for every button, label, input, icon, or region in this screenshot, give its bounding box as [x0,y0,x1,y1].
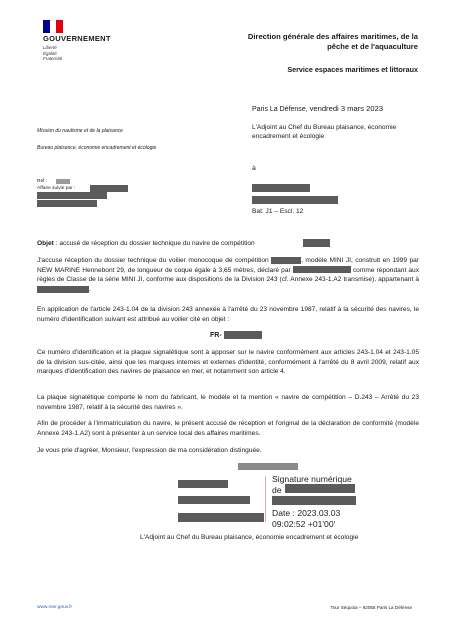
redacted-boat-name-subject [303,239,330,247]
republic-motto [43,45,62,62]
p1-part2: , modèle MINI JI, construit en 1999 par NEW MARINE Hennebont 29, de longueur de coque égale à 3,65 mètres, déclaré par [37,257,419,274]
french-flag-icon [43,20,63,33]
motto-fraternite: Fraternité [43,56,63,61]
redacted-followed-by [90,185,128,192]
digital-signature-de: de [272,484,282,495]
signer-title: L'Adjoint au Chef du Bureau plaisance, économie encadrement et écologie [140,534,359,541]
flag-red-stripe [56,20,63,33]
signature-time-line: 09:02:52 +01'00' [272,518,336,529]
sender-title: L'Adjoint au Chef du Bureau plaisance, économie encadrement et écologie [252,124,397,140]
direction-title: Direction générale des affaires maritimes, de la pêche et de l'aquaculture [247,32,418,51]
place-date-prefix: Paris La Défense, [252,106,310,113]
redacted-signature-name-3 [178,513,264,522]
signature-date-line: Date : 2023.03.03 [272,508,341,518]
recipient-building: Bat. J1 – Escl. 12 [252,208,304,215]
paragraph-2: En application de l'article 243-1.04 de la division 243 annexée à l'arrêté du 23 novembre 1987, relatif à la sécurité des navires, le numéro d'identification suivant est attribué au voilier cité en objet : [37,306,419,323]
paragraph-1: J'accuse réception du dossier technique du voilier monocoque de compétition , modèle MINI JI, construit en 1999 par NEW MARINE Hennebont 29, de longueur de coque égale à 3,65 mètres, déclaré par comme répondant aux règles de Classe de la série MINI JI, conforme aux dispositions de la Division 243 (cf. Annexe 243-1.A2 transmise), appartenant à . [37,257,419,293]
place-date [252,104,383,113]
redacted-signature-name-1 [178,480,228,488]
redacted-owner [37,286,89,293]
redacted-signature-top [238,463,298,470]
government-logo-text: GOUVERNEMENT [43,34,111,43]
subject-line [37,240,255,247]
footer-website-link[interactable]: www.mer.gouv.fr [37,605,73,610]
digital-signature-date [272,508,340,529]
flag-blue-stripe [43,20,50,33]
footer-address: Tour Séquoia – 92055 Paris La Défense [330,605,412,610]
paragraph-4: La plaque signalétique comporte le nom du fabricant, le modèle et la mention « navire de compétition – D.243 – Arrêté du 23 novembre 1987, relatif à la sécurité des navires ». [37,394,419,411]
redacted-contact-2 [37,200,97,207]
motto-egalite: Égalité [43,50,57,56]
bureau-name: Bureau plaisance, économie encadrement et écologie [37,145,157,151]
signature-divider [265,476,266,522]
redacted-boat-name [271,257,301,264]
redacted-signature-name-2 [178,496,250,504]
redacted-declarant [293,266,351,273]
closing-formula: Je vous prie d'agréer, Monsieur, l'expression de ma considération distinguée. [37,447,262,454]
recipient-a-label: à [252,165,256,172]
reference-label: Réf : [37,179,48,184]
letter-date: vendredi 3 mars 2023 [309,104,384,113]
redacted-ref [56,179,70,184]
service-name: Service espaces maritimes et littoraux [287,65,418,74]
redacted-identification-number [224,331,262,339]
redacted-recipient-name [252,184,310,192]
paragraph-5: Afin de procéder à l'immatriculation du navire, le présent accusé de réception et l'original de la déclaration de conformité (modèle Annexe 243-1.A2) sont à présenter à un service local des affaires maritimes. [37,420,419,437]
p1-part1: J'accuse réception du dossier technique du voilier monocoque de compétition [37,257,269,264]
redacted-contact-1 [37,192,107,199]
motto-liberte: Liberté [43,45,57,50]
followed-by-label: Affaire suivie par : [37,186,76,191]
identification-number: FR- [210,332,222,339]
paragraph-3: Ce numéro d'identification et la plaque signalétique sont à apposer sur le navire conformément aux articles 243-1.04 et 243-1.05 de la division sus-citée, ainsi que les marques internes et externes d'identité, conformément à l'arrêté du 8 avril 2009, relatif aux marques d'identification des navires de plaisance en mer, et notamment son article 4. [37,349,419,376]
mission-name: Mission du nautisme et de la plaisance [37,128,123,134]
redacted-signer-name-1 [285,484,355,493]
p1-part3: comme répondant aux règles de Classe de la série MINI JI, conforme aux dispositions de la Division 243 (cf. Annexe 243-1.A2 transmise), appartenant à [37,266,419,284]
digital-signature-title: Signature numérique [272,474,352,484]
subject-text: : accusé de réception du dossier technique du navire de compétition [53,240,255,247]
redacted-signer-name-2 [272,496,356,505]
flag-white-stripe [50,20,57,33]
subject-label: Objet [37,240,54,247]
redacted-recipient-street [252,196,338,204]
